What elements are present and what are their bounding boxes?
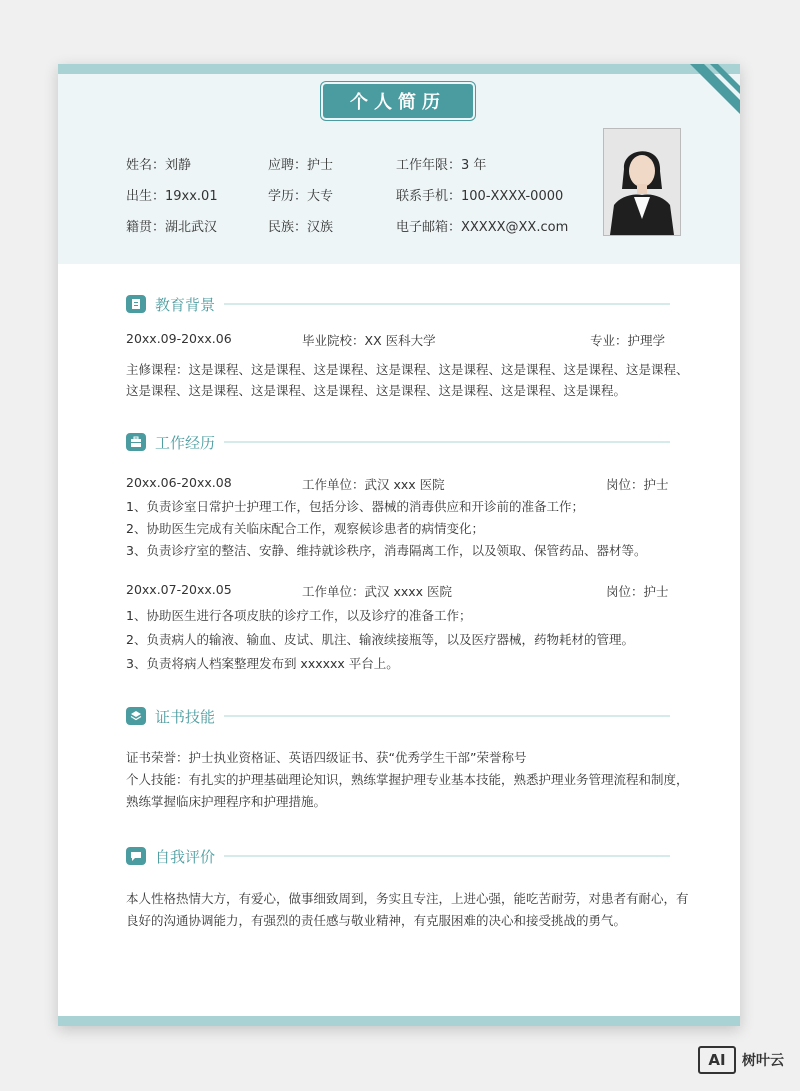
- info-position: 应聘：护士: [268, 158, 334, 173]
- job-duty: 1、负责诊室日常护士护理工作，包括分诊、器械的消毒供应和开诊前的准备工作；: [126, 499, 584, 514]
- info-birth: 出生：19xx.01: [126, 189, 218, 204]
- info-name: 姓名：刘静: [126, 158, 192, 173]
- job-role: 岗位：护士: [606, 477, 669, 492]
- section-education-title: 教育背景: [155, 295, 216, 314]
- job-duty: 3、负责诊疗室的整洁、安静、维持就诊秩序，消毒隔离工作，以及领取、保管药品、器材等。: [126, 543, 647, 558]
- info-origin: 籍贯：湖北武汉: [126, 220, 218, 235]
- info-years: 工作年限：3 年: [396, 158, 487, 173]
- section-self-header: [126, 845, 215, 867]
- education-courses: 主修课程：这是课程、这是课程、这是课程、这是课程、这是课程、这是课程、这是课程、这是课程、: [126, 362, 689, 377]
- job-role: 岗位：护士: [606, 584, 669, 599]
- watermark-text: 树叶云: [742, 1053, 784, 1069]
- section-self-title: 自我评价: [155, 847, 216, 866]
- info-ethnicity: 民族：汉族: [268, 220, 334, 235]
- watermark: [698, 1046, 784, 1074]
- skills-certificates: 证书荣誉：护士执业资格证、英语四级证书、获“优秀学生干部”荣誉称号: [126, 750, 527, 765]
- job-unit: 工作单位：武汉 xxx 医院: [302, 477, 445, 492]
- education-school: 毕业院校：XX 医科大学: [302, 333, 436, 348]
- job-duty: 2、负责病人的输液、输血、皮试、肌注、输液续接瓶等，以及医疗器械，药物耗材的管理。: [126, 632, 634, 647]
- section-work-title: 工作经历: [155, 433, 216, 452]
- self-evaluation: 良好的沟通协调能力，有强烈的责任感与敬业精神，有克服困难的决心和接受挑战的勇气。: [126, 913, 627, 928]
- top-bar: [58, 64, 740, 74]
- chat-icon: [126, 847, 146, 865]
- section-skills-title: 证书技能: [155, 707, 216, 726]
- skills-abilities: 熟练掌握临床护理程序和护理措施。: [126, 794, 327, 809]
- portrait-icon: [604, 129, 680, 235]
- self-evaluation: 本人性格热情大方，有爱心，做事细致周到，务实且专注，上进心强，能吃苦耐劳，对患者有耐心，有: [126, 891, 689, 906]
- info-education: 学历：大专: [268, 189, 334, 204]
- job-duty: 2、协助医生完成有关临床配合工作，观察候诊患者的病情变化；: [126, 521, 484, 536]
- job-date: 20xx.07-20xx.05: [126, 582, 232, 597]
- info-phone: 联系手机：100-XXXX-0000: [396, 189, 564, 204]
- job-unit: 工作单位：武汉 xxxx 医院: [302, 584, 453, 599]
- section-work-header: [126, 431, 215, 453]
- bottom-bar: [58, 1016, 740, 1026]
- section-divider: [224, 855, 670, 857]
- education-courses: 这是课程、这是课程、这是课程、这是课程、这是课程、这是课程、这是课程、这是课程。: [126, 383, 627, 398]
- job-duty: 1、协助医生进行各项皮肤的诊疗工作，以及诊疗的准备工作；: [126, 608, 472, 623]
- document-icon: [126, 295, 146, 313]
- layers-icon: [126, 707, 146, 725]
- info-email: 电子邮箱：XXXXX@XX.com: [396, 220, 569, 235]
- job-date: 20xx.06-20xx.08: [126, 475, 232, 490]
- section-education-header: [126, 293, 215, 315]
- job-duty: 3、负责将病人档案整理发布到 xxxxxx 平台上。: [126, 656, 399, 671]
- section-skills-header: [126, 705, 215, 727]
- profile-photo: [603, 128, 681, 236]
- section-divider: [224, 441, 670, 443]
- corner-stripes-icon: [670, 64, 740, 134]
- education-major: 专业：护理学: [590, 333, 666, 348]
- briefcase-icon: [126, 433, 146, 451]
- skills-abilities: 个人技能：有扎实的护理基础理论知识，熟练掌握护理专业基本技能，熟悉护理业务管理流程和制度，: [126, 772, 689, 787]
- page-title: 个人简历: [323, 84, 473, 118]
- section-divider: [224, 303, 670, 305]
- watermark-logo: AI: [698, 1046, 736, 1074]
- section-divider: [224, 715, 670, 717]
- resume-page: [58, 64, 740, 1026]
- education-date: 20xx.09-20xx.06: [126, 331, 232, 346]
